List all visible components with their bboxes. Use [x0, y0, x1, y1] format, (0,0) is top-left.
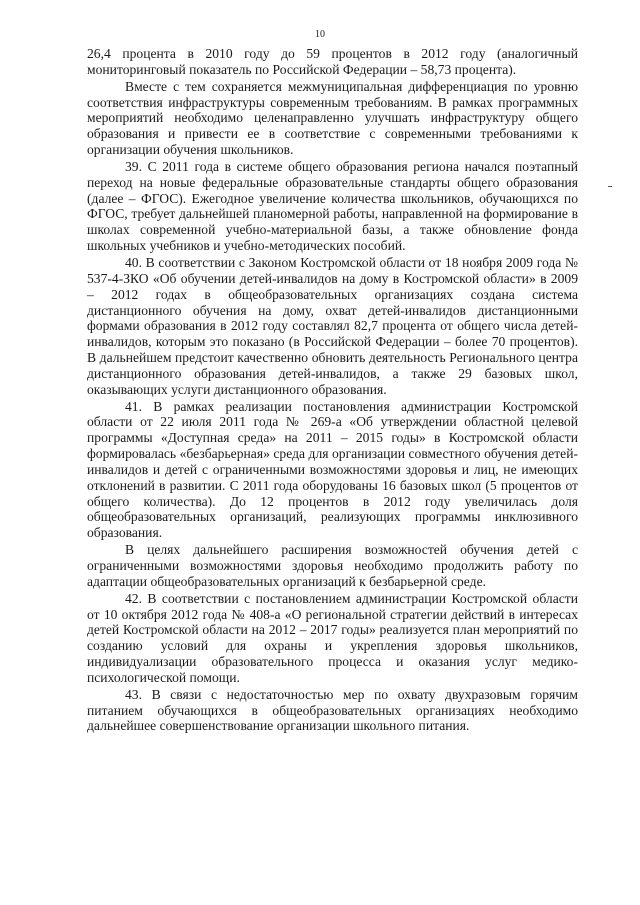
paragraph-40: 40. В соответствии с Законом Костромской области от 18 ноября 2009 года № 537-4-ЗКО «Об обучении детей-инвалидов на дому в Костромской области» в 2009 – 2012 годах в общеобразовательных организациях создана система дистанционного обучения на дому, охват детей-инвалидов дистанционными формами образования в 2012 году составлял 82,7 процента от общего числа детей-инвалидов, которым это показано (в Российской Федерации – более 70 процентов). В дальнейшем предстоит качественно обновить деятельность Регионального центра дистанционного образования детей-инвалидов, а также 29 базовых школ, оказывающих услуги дистанционного образования. — [87, 254, 578, 397]
paragraph-42: 42. В соответствии с постановлением администрации Костромской области от 10 октября 2012 года № 408-а «О региональной стратегии действий в интересах детей Костромской области на 2012 – 2017 годы» реализуется план мероприятий по созданию условий для охраны и укрепления здоровья школьников, индивидуализации образовательного процесса и оказания услуг медико-психологической помощи. — [87, 590, 578, 685]
paragraph-continuation: 26,4 процента в 2010 году до 59 процентов в 2012 году (аналогичный мониторинговый показатель по Российской Федерации – 58,73 процента). — [87, 46, 578, 77]
margin-mark — [608, 186, 612, 187]
paragraph-41: 41. В рамках реализации постановления администрации Костромской области от 22 июля 2011 года № 269-а «Об утверждении областной целевой программы «Доступная среда» на 2011 – 2015 годы» в Костромской области формировалась «безбарьерная» среда для организации совместного обучения детей-инвалидов и детей с ограниченными возможностями здоровья и лиц, не имеющих отклонений в развитии. С 2011 года оборудованы 16 базовых школ (5 процентов от общего количества). До 12 процентов в 2012 году увеличилась доля общеобразовательных организаций, реализующих программы инклюзивного образования. — [87, 398, 578, 541]
paragraph-accessibility: В целях дальнейшего расширения возможностей обучения детей с ограниченными возможностями здоровья необходимо продолжить работу по адаптации общеобразовательных организаций к безбарьерной среде. — [87, 542, 578, 589]
paragraph-39: 39. С 2011 года в системе общего образования региона начался поэтапный переход на новые федеральные образовательные стандарты общего образования (далее – ФГОС). Ежегодное увеличение количества школьников, обучающихся по ФГОС, требует дальнейшей планомерной работы, направленной на формирование в школах современной учебно-материальной базы, а также обновление фонда школьных учебников и учебно-методических пособий. — [87, 158, 578, 254]
document-body — [87, 46, 578, 735]
paragraph-43: 43. В связи с недостаточностью мер по охвату двухразовым горячим питанием обучающихся в общеобразовательных организациях необходимо дальнейшее совершенствование организации школьного питания. — [87, 686, 578, 734]
paragraph-infrastructure: Вместе с тем сохраняется межмуниципальная дифференциация по уровню соответствия инфраструктуры современным требованиям. В рамках программных мероприятий необходимо целенаправленно улучшать инфраструктуру общего образования и привести ее в соответствие с современными требованиями к организации обучения школьников. — [87, 78, 578, 158]
page-number: 10 — [315, 29, 325, 40]
